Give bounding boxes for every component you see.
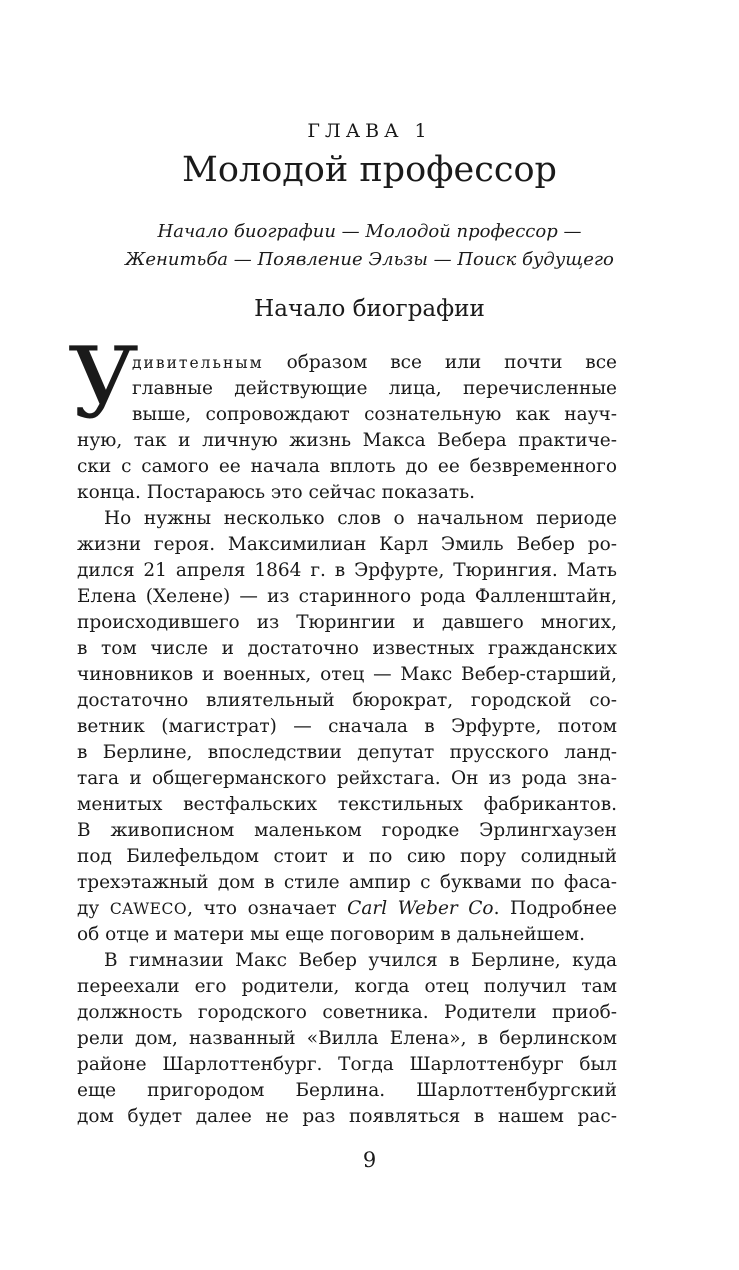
summary-line: Женитьба — Появление Эльзы — Поиск будущего [125,249,614,270]
text-line: районе Шарлоттенбург. Тогда Шарлоттенбург был [77,1054,617,1075]
text-line: переехали его родители, когда отец получил там [77,976,617,997]
italic-company-name: Carl Weber Co [347,898,494,919]
text-line: дом будет далее не раз появляться в нашем рас- [77,1106,617,1127]
body-text [68,327,617,1130]
text-line [132,350,617,376]
text-fragment: ду [77,898,110,919]
text-line: в том числе и достаточно известных гражданских [77,638,617,659]
text-line: происходившего из Тюрингии и давшего многих, [77,612,617,633]
text-line: трехэтажный дом в стиле ампир с буквами по фаса- [77,872,617,893]
text-line: Елена (Хелене) — из старинного рода Фалленштайн, [77,586,617,607]
text-line: под Билефельдом стоит и по сию пору солидный [77,846,617,867]
text-line [77,896,617,922]
text-line: ную, так и личную жизнь Макса Вебера практиче- [77,430,617,451]
chapter-label: ГЛАВА 1 [307,120,432,142]
text-fragment: образом все или почти все [263,352,617,373]
text-fragment: . Подробнее [493,898,617,919]
summary-line: Начало биографии — Молодой профессор — [157,221,582,242]
text-line: жизни героя. Максимилиан Карл Эмиль Вебер ро- [77,534,617,555]
text-line: ски с самого ее начала вплоть до ее безвременного [77,456,617,477]
text-line: выше, сопровождают сознательную как науч- [132,404,617,425]
text-line: еще пригородом Берлина. Шарлоттенбургский [77,1080,617,1101]
text-line: Но нужны несколько слов о начальном периоде [104,508,617,529]
text-line: достаточно влиятельный бюрократ, городской со- [77,690,617,711]
text-line: главные действующие лица, перечисленные [132,378,617,399]
text-line: менитых вестфальских текстильных фабрикантов. [77,794,617,815]
brand-name: CAWECO [109,900,188,918]
drop-cap: У [68,327,139,441]
text-line: должность городского советника. Родители приоб- [77,1002,617,1023]
text-line: в Берлине, впоследствии депутат прусского ланд- [77,742,617,763]
chapter-title: Молодой профессор [182,150,557,190]
page-number: 9 [362,1148,377,1172]
text-line: конца. Постараюсь это сейчас показать. [77,482,476,503]
text-line: об отце и матери мы еще поговорим в дальнейшем. [77,924,585,945]
text-fragment: , что означает [187,898,348,919]
text-line: В живописном маленьком городке Эрлингхаузен [77,820,617,841]
text-line: чиновников и военных, отец — Макс Вебер-старший, [77,664,617,685]
text-line: тага и общегерманского рейхстага. Он из рода зна- [77,768,617,789]
text-line: дился 21 апреля 1864 г. в Эрфурте, Тюрингия. Мать [77,560,617,581]
text-line: В гимназии Макс Вебер учился в Берлине, куда [104,950,617,971]
section-title: Начало биографии [254,296,485,322]
chapter-summary [0,218,739,274]
text-line: рели дом, названный «Вилла Елена», в берлинском [77,1028,617,1049]
small-caps-word: дивительным [132,354,264,372]
text-line: ветник (магистрат) — сначала в Эрфурте, потом [77,716,617,737]
